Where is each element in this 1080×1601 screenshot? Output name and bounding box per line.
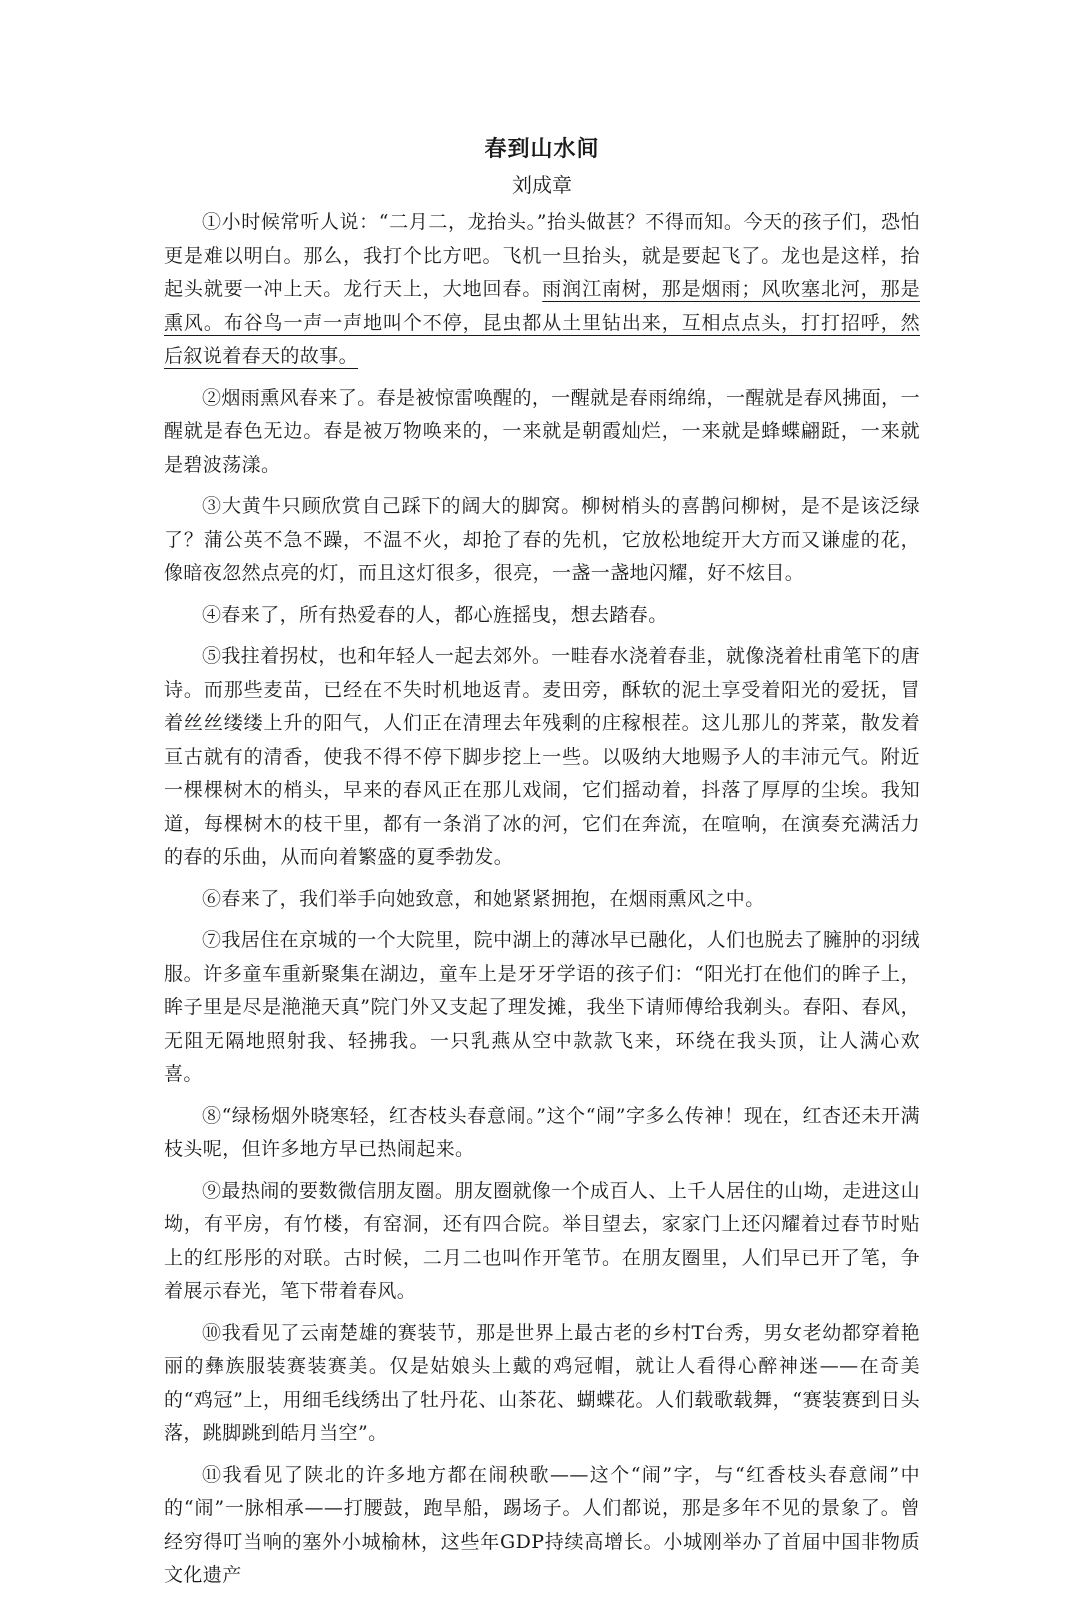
paragraph-9: ⑨最热闹的要数微信朋友圈。朋友圈就像一个成百人、上千人居住的山坳，走进这山坳，有平房，有竹楼，有窑洞，还有四合院。举目望去，家家门上还闪耀着过春节时贴上的红彤彤的对联。古时候，二月二也叫作开笔节。在朋友圈里，人们早已开了笔，争着展示春光，笔下带着春风。	[164, 1179, 920, 1302]
paragraph-7: ⑦我居住在京城的一个大院里，院中湖上的薄冰早已融化，人们也脱去了臃肿的羽绒服。许多童车重新聚集在湖边，童车上是牙牙学语的孩子们：“阳光打在他们的眸子上，眸子里是尽是滟滟天真”院门外又支起了理发摊，我坐下请师傅给我剃头。春阳、春风，无阻无隔地照射我、轻拂我。一只乳燕从空中款款飞来，环绕在我头顶，让人满心欢喜。	[164, 929, 920, 1085]
paragraph-11: ⑪我看见了陕北的许多地方都在闹秧歌——这个“闹”字，与“红香枝头春意闹”中的“闹”一脉相承——打腰鼓，跑旱船，踢场子。人们都说，那是多年不见的景象了。曾经穷得叮当响的塞外小城榆林，这些年GDP持续高增长。小城刚举办了首届中国非物质文化遗产	[164, 1463, 920, 1586]
paragraph-1-underlined-text: 雨润江南树，那是烟雨；风吹塞北河，那是熏风。布谷鸟一声一声地叫个不停，昆虫都从土里钻出来，互相点点头，打打招呼，然后叙说着春天的故事。	[164, 278, 920, 367]
paragraph-6: ⑥春来了，我们举手向她致意，和她紧紧拥抱，在烟雨熏风之中。	[202, 887, 765, 910]
paragraph-2: ②烟雨熏风春来了。春是被惊雷唤醒的，一醒就是春雨绵绵，一醒就是春风拂面，一醒就是春色无边。春是被万物唤来的，一来就是朝霞灿烂，一来就是蜂蝶翩跹，一来就是碧波荡漾。	[164, 386, 920, 476]
paragraph-8: ⑧“绿杨烟外晓寒轻，红杏枝头春意闹。”这个“闹”字多么传神！现在，红杏还未开满枝头呢，但许多地方早已热闹起来。	[164, 1104, 920, 1160]
article-title: 春到山水间	[484, 137, 600, 162]
document-page	[164, 132, 920, 1601]
paragraph-1	[164, 206, 920, 374]
paragraph-5: ⑤我拄着拐杖，也和年轻人一起去郊外。一畦春水浇着春韭，就像浇着杜甫笔下的唐诗。而那些麦苗，已经在不失时机地返青。麦田旁，酥软的泥土享受着阳光的爱抚，冒着丝丝缕缕上升的阳气，人们正在清理去年残剩的庄稼根茬。这儿那儿的荠菜，散发着亘古就有的清香，使我不得不停下脚步挖上一些。以吸纳大地赐予人的丰沛元气。附近一棵棵树木的梢头，早来的春风正在那儿戏闹，它们摇动着，抖落了厚厚的尘埃。我知道，每棵树木的枝干里，都有一条消了冰的河，它们在奔流，在喧响，在演奏充满活力的春的乐曲，从而向着繁盛的夏季勃发。	[164, 645, 920, 868]
paragraph-3: ③大黄牛只顾欣赏自己踩下的阔大的脚窝。柳树梢头的喜鹊问柳树，是不是该泛绿了？蒲公英不急不躁，不温不火，却抢了春的先机，它放松地绽开大方而又谦虚的花，像暗夜忽然点亮的灯，而且这灯很多，很亮，一盏一盏地闪耀，好不炫目。	[164, 495, 920, 584]
paragraph-10: ⑩我看见了云南楚雄的赛装节，那是世界上最古老的乡村T台秀，男女老幼都穿着艳丽的彝族服装赛装赛美。仅是姑娘头上戴的鸡冠帽，就让人看得心醉神迷——在奇美的“鸡冠”上，用细毛线绣出了牡丹花、山茶花、蝴蝶花。人们载歌载舞，“赛装赛到日头落，跳脚跳到皓月当空”。	[164, 1321, 920, 1444]
paragraph-1-text: ①小时候常听人说：“二月二，龙抬头。”抬头做甚？不得而知。今天的孩子们，恐怕更是难以明白。那么，我打个比方吧。飞机一旦抬头，就是要起飞了。龙也是这样，抬起头就要一冲上天。龙行天上，大地回春。	[164, 211, 920, 300]
article-author: 刘成章	[512, 173, 572, 197]
paragraph-4: ④春来了，所有热爱春的人，都心旌摇曳，想去踏春。	[202, 603, 668, 626]
